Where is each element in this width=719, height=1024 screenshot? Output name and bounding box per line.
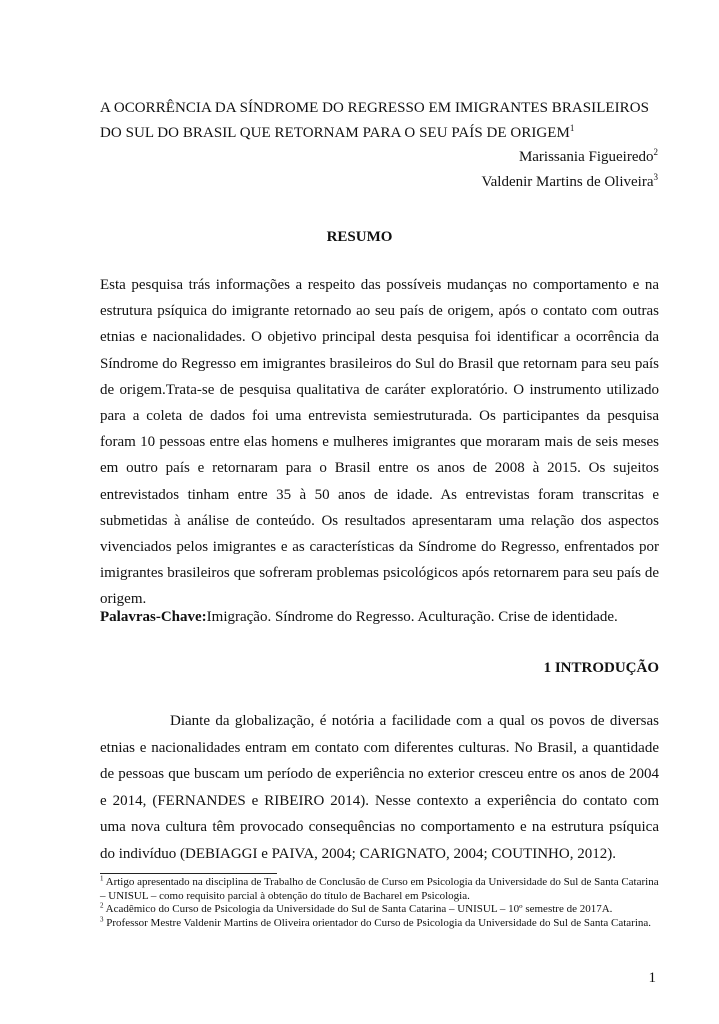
paper-title-text: A OCORRÊNCIA DA SÍNDROME DO REGRESSO EM IMIGRANTES BRASILEIROS DO SUL DO BRASIL QUE RETORNAM PARA O SEU PAÍS DE ORIGEM (100, 100, 649, 141)
footnote-3 (100, 914, 660, 931)
author-1-footnote-mark: 2 (653, 147, 658, 157)
section-heading-introduction: 1 INTRODUÇÃO (543, 660, 659, 676)
author-2 (481, 172, 658, 192)
author-1 (519, 147, 658, 167)
page-number: 1 (648, 970, 656, 986)
title-footnote-mark: 1 (569, 123, 575, 133)
keywords-label: Palavras-Chave: (100, 609, 207, 625)
abstract-text: Esta pesquisa trás informações a respeito das possíveis mudanças no comportamento e na estrutura psíquica do imigrante retornado ao seu país de origem, após o contato com outras etnias e nacionalidades. O objetivo principal desta pesquisa foi identificar a ocorrência da Síndrome do Regresso em imigrantes brasileiros do Sul do Brasil que retornam para seu país de origem.Trata-se de pesquisa qualitativa de caráter exploratório. O instrumento utilizado para a coleta de dados foi uma entrevista semiestruturada. Os participantes da pesquisa foram 10 pessoas entre elas homens e mulheres imigrantes que moraram mais de seis meses em outro país e retornaram para o Brasil entre os anos de 2008 à 2015. Os sujeitos entrevistados tinham entre 35 à 50 anos de idade. As entrevistas foram transcritas e submetidas à análise de conteúdo. Os resultados apresentaram uma relação dos aspectos vivenciados pelos imigrantes e as características da Síndrome do Regresso, enfrentados por imigrantes brasileiros que sofreram problemas psicológicos após retornarem para seu país de origem. (100, 277, 659, 608)
paper-title (100, 96, 662, 146)
keywords-text: Imigração. Síndrome do Regresso. Aculturação. Crise de identidade. (206, 609, 618, 625)
author-2-footnote-mark: 3 (653, 172, 658, 182)
footnote-separator (100, 873, 277, 874)
footnote-3-text: Professor Mestre Valdenir Martins de Oliveira orientador do Curso de Psicologia da Universidade do Sul de Santa Catarina. (103, 916, 652, 929)
footnote-1-text: Artigo apresentado na disciplina de Trabalho de Conclusão de Curso em Psicologia da Universidade do Sul de Santa Catarina – UNISUL – como requisito parcial à obtenção do título de Bacharel em Psicologia. (100, 876, 659, 902)
abstract-heading: RESUMO (326, 229, 393, 245)
introduction-paragraph: Diante da globalização, é notória a facilidade com a qual os povos de diversas etnias e nacionalidades entram em contato com diferentes culturas. No Brasil, a quantidade de pessoas que buscam um período de experiência no exterior cresceu entre os anos de 2004 e 2014, (FERNANDES e RIBEIRO 2014). Nesse contexto a experiência do contato com uma nova cultura têm provocado consequências no comportamento e na estrutura psíquica do indivíduo (DEBIAGGI e PAIVA, 2004; CARIGNATO, 2004; COUTINHO, 2012). (100, 713, 659, 862)
footnote-2-mark: 2 (100, 901, 104, 910)
footnote-2 (100, 903, 660, 917)
footnote-1-mark: 1 (100, 874, 104, 883)
author-1-name: Marissania Figueiredo (518, 149, 654, 165)
keywords (100, 606, 660, 628)
footnotes (100, 876, 660, 930)
footnote-3-mark: 3 (100, 914, 104, 923)
footnote-2-text: Acadêmico do Curso de Psicologia da Universidade do Sul de Santa Catarina – UNISUL – 10º semestre de 2017A. (103, 903, 613, 915)
author-2-name: Valdenir Martins de Oliveira (481, 174, 654, 190)
footnote-1 (100, 876, 660, 903)
